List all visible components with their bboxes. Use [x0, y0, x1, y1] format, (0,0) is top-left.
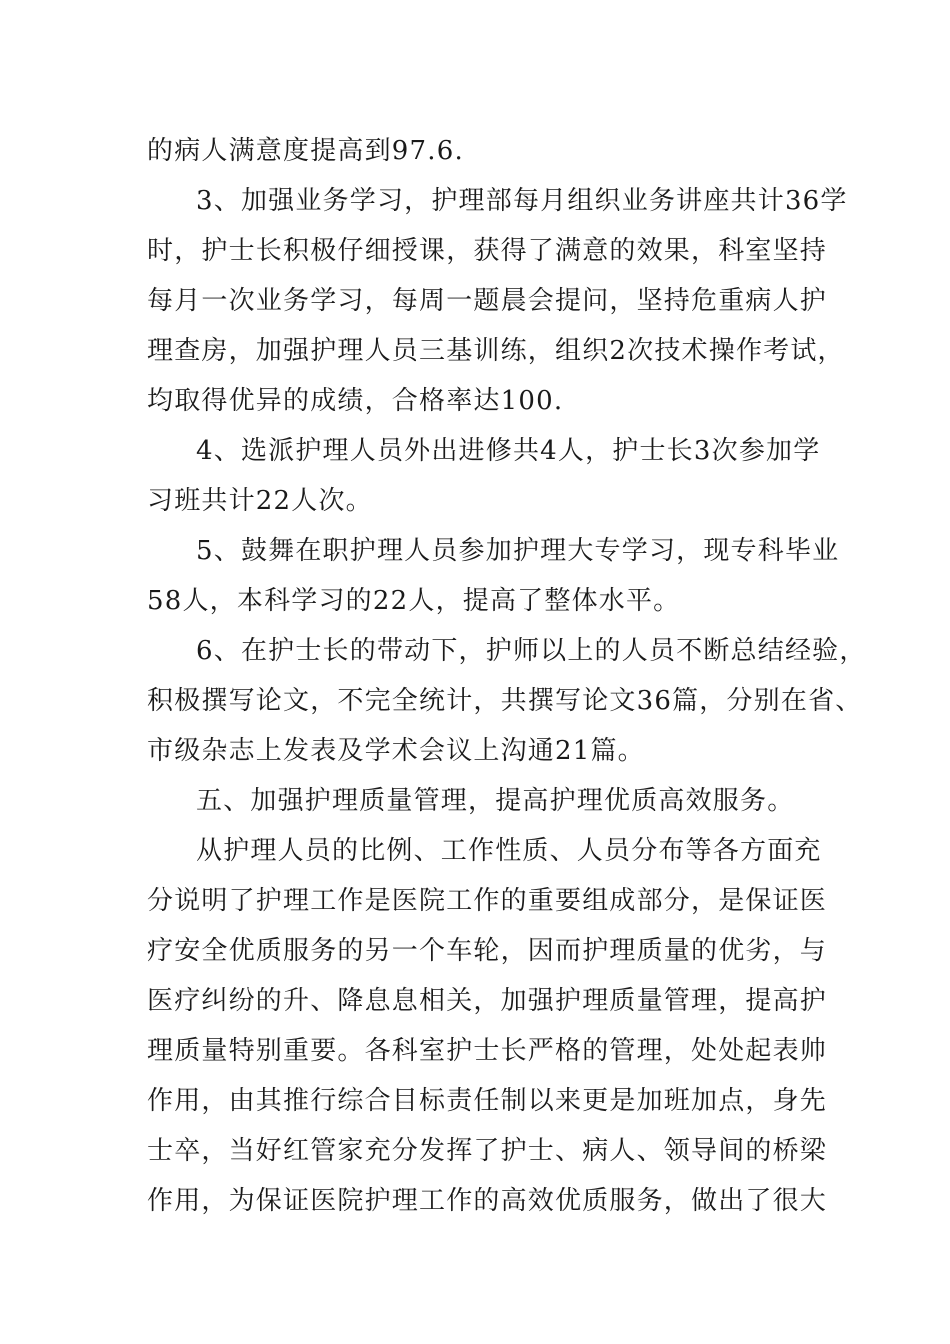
paragraph-start: 从护理人员的比例、工作性质、人员分布等各方面充	[196, 836, 822, 866]
text-line: 医疗纠纷的升、降息息相关，加强护理质量管理，提高护	[147, 986, 828, 1016]
text-line: 作用，为保证医院护理工作的高效优质服务，做出了很大	[147, 1186, 828, 1216]
text-line: 分说明了护理工作是医院工作的重要组成部分，是保证医	[147, 886, 828, 916]
paragraph-5-start: 5、鼓舞在职护理人员参加护理大专学习，现专科毕业	[196, 536, 840, 566]
text-line: 市级杂志上发表及学术会议上沟通21篇。	[147, 736, 645, 766]
paragraph-3-start: 3、加强业务学习，护理部每月组织业务讲座共计36学	[196, 186, 848, 216]
text-line: 理查房，加强护理人员三基训练，组织2次技术操作考试，	[147, 336, 845, 366]
text-line: 的病人满意度提高到97.6.	[147, 136, 464, 166]
text-line: 58人，本科学习的22人，提高了整体水平。	[147, 586, 681, 616]
text-line: 疗安全优质服务的另一个车轮，因而护理质量的优劣，与	[147, 936, 828, 966]
text-line: 作用，由其推行综合目标责任制以来更是加班加点，身先	[147, 1086, 828, 1116]
text-line: 士卒，当好红管家充分发挥了护士、病人、领导间的桥梁	[147, 1136, 828, 1166]
text-line: 积极撰写论文，不完全统计，共撰写论文36篇，分别在省、	[147, 686, 863, 716]
text-line: 时，护士长积极仔细授课，获得了满意的效果，科室坚持	[147, 236, 828, 266]
paragraph-4-start: 4、选派护理人员外出进修共4人，护士长3次参加学	[196, 436, 821, 466]
text-line: 每月一次业务学习，每周一题晨会提问，坚持危重病人护	[147, 286, 828, 316]
text-line: 理质量特别重要。各科室护士长严格的管理，处处起表帅	[147, 1036, 828, 1066]
text-line: 均取得优异的成绩，合格率达100.	[147, 386, 564, 416]
section-heading-5: 五、加强护理质量管理，提高护理优质高效服务。	[196, 786, 795, 816]
paragraph-6-start: 6、在护士长的带动下，护师以上的人员不断总结经验，	[196, 636, 867, 666]
text-line: 习班共计22人次。	[147, 486, 373, 516]
